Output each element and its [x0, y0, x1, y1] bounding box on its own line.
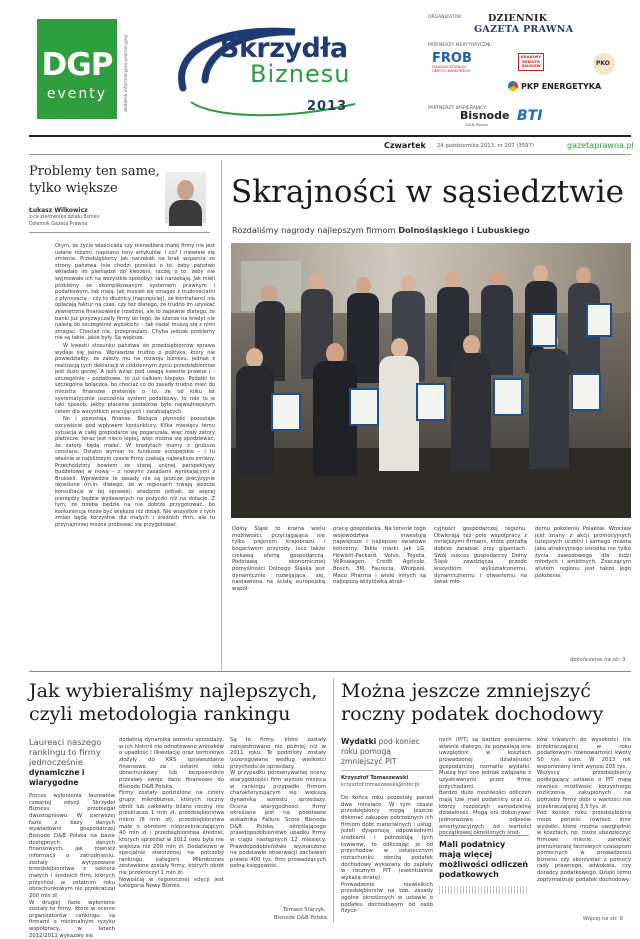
tax-lead-bold: Wydatki: [341, 737, 377, 746]
tax-column: ków trwałych do wysokości nie przekraczającej w roku podatkowym równowartości kwoty 50 tys. euro. W 2013 rok wspomniany limit wynosi 205 tys. Wszyscy przedsiębiorcy podlegający ustawie o PIT mają również możliwość korzystnego rozliczenia zakupionych na potrzeby firmy dóbr o wartości nie przekraczającej 3,5 tys. zł. Pod koniec roku przedsiębiorca może ponieść również inne wydatki, które można uwzględnić w kosztach, np. może ubezpieczyć firmowe mienie, zamówić prenumeratę fachowych czasopism pomocnych w prowadzeniu biznesu czy skorzystać z pomocy rady prawnego, adwokata, czy doradcy podatkowego. Dzięki temu zoptymalizuje podatek dochodowy.: [537, 737, 631, 883]
bisnode-logo-sub: D&B Polska: [466, 122, 488, 127]
event-title-line2: Biznesu: [250, 60, 351, 88]
tax-byline-rule: [341, 770, 433, 771]
lead-photo: [231, 243, 631, 518]
tax-headline-line2: roczny podatek dochodowy: [341, 703, 604, 725]
dateline-date: 24 października 2013, nr 207 (3597): [437, 143, 534, 149]
tax-sidebox-title: Mali podatnicy mają więcej możliwości odliczeń podatkowych: [439, 840, 529, 879]
dgp-vertical-note: dodatek informacyjno-promocyjny: [124, 34, 129, 112]
lead-column: pracę gospodarka. Na terenie tego województwa inwestują największe i najlepsze światowe koncerny. Takie marki jak LG, Hewlett-Packard, Volvo, Toyota, Volkswagen, Credit Agricole, Bosch, 3M, Faurecia, Whirpool, Maco Pharma i wiele innych są najlepszą wizytówką atrak-: [333, 526, 426, 586]
organizer-logo-line2: GAZETA PRAWNA: [474, 24, 574, 35]
sidebar-title: Problemy ten same, tylko większe: [29, 164, 160, 196]
lead-subhead: [232, 225, 632, 235]
event-year: 2013: [307, 99, 348, 114]
tax-column: Do końca roku pozostały ponad dwa miesiące. W tym czasie przedsiębiorcy mogą jeszcze dokonać zakupów potrzebnych ich firmom dóbr materialnych i usług. Jeżeli dysponują odpowiednimi środkami i potrzebują tych towarów, to odliczając je od przychodów w ostatecznym rozrachunku obniżą podatek dochodowy wykazany do zapłaty w rocznym PIT (ewentualnie wykażą stratę). Prowadzenie niewielkich przedsiębiorstw na tzw. zasady ogólne określonych w ustawie o podatku dochodowym od osób fizycz-: [341, 795, 433, 915]
lead-subhead-region: Dolnośląskiego i Lubuskiego: [398, 225, 530, 235]
masthead-rule: [29, 135, 631, 137]
method-column: Proces wyłonienia laureatów czwartej edycji Skrzydeł Biznesu przebiegał dwustopniowo. W pierwszej fazie z bazy danych wywiadowni gospodarczej Bisnode D&B Polska na bazie dostępnych danych finansowych, jak również informacji o zatrudnieniu, zostały wytypowane przedsiębiorstwa z sektora małych i średnich firm, których przychód w ostatnim roku obrachunkowym nie przekraczał 200 mln zł. W drugiej fazie wyłonione zostały te firmy, które w ocenie organizatorów rankingu są firmami o minimalnym ryzyku współpracy, w latach 2012/2011 wykazały się: [29, 793, 115, 939]
merit-partners-label: PARTNERZY MERYTORYCZNI:: [428, 43, 493, 48]
tax-column: nych (PIT) są bardzo popularne właśnie dlatego, że pozwalają one uwzględnić w kosztach prowadzonej działalności gospodarczej rozmaite wydatki. Muszą być one jednak związane z uzyskiwanymi przez firmę przychodami. Bardzo duże możliwości odliczeń mają tzw. mali podatnicy oraz ci, którzy rozpoczęli samodzielną działalność. Mogą oni dokonywać jednorazowo odpisów amortyzacyjnych od wartości początkowej określonych środ-: [439, 737, 531, 837]
pge-logo-mark: [508, 81, 518, 91]
lead-continued: dokończenie na str. 3: [570, 657, 626, 663]
dgp-logo: [37, 19, 117, 119]
tax-author-email[interactable]: krzysztof.tomaszewski@infor.pl: [341, 782, 420, 788]
dateline-rule: [29, 154, 631, 155]
dateline-day: Czwartek: [384, 141, 426, 150]
support-partners-label: PARTNERZY WSPIERAJĄCY:: [428, 106, 487, 111]
lead-subhead-text: Rozdaliśmy nagrody najlepszym firmom: [232, 225, 399, 235]
method-sign-name: Tomasz Starzyk,: [283, 907, 326, 913]
method-sign-org: Bisnode D&B Polska: [274, 915, 327, 921]
lead-column: demu pokoleniu Polaków. Wrocław jest znany z akcji promocyjnych tutejszych uczelni i samego miasta jako atrakcyjnego ośrodka nie tylko życia zawodowego dla ludzi młodych i ambitnych. Znaczącym atutem regionu jest także jego położenie.: [535, 526, 631, 579]
sidebar-divider: [221, 160, 222, 672]
author-role: z-ca kierownika działu Biznes: [29, 215, 100, 220]
sidebar-rule: [29, 232, 210, 233]
sidebar-paragraph: Otym, że życie właściciela czy menedżera małej firmy nie jest usłane różami, napisano tony artykułów. I co? I niewiele się zmienia. Przedsiębiorcy jak narzekali na brak wsparcia ze strony państwa (nie chodzi przecież o to, żeby państwo wkładało im pieniądze do kieszeni, raczej o to, żeby nie wyjmowało ich na wszystkie sposoby), tak narzekają. Jak mieli problemy ze skomplikowanym systemem prawnym i podatkowym, tak mają. Jak musieli się zmagać z trudnościami z płynnością – czy to dłużnicy (najczęściej), ze kontrahenci nie opłacają faktur na czas, czy też dlatego, że trudno im uzyskać zewnętrzne finansowanie (rzadziej, ale to zapewne dlatego, że banki już przyzwyczaiły firmy do tego, że szanse na kredyt nie należą do szczególnie wysokich) – tak nadal muszą się z nimi zmagać. Chociaż nie, przepraszam. Chyba jednak problemy nie są takie, jakie były. Są większe.: [55, 243, 215, 342]
tax-sidebox: [439, 835, 529, 923]
organizer-logo-line1: DZIENNIK: [488, 13, 548, 24]
method-headline-line2: czyli metodologia rankingu: [29, 703, 291, 725]
lower-section-rule: [29, 671, 631, 672]
tax-continued: Więcej na str. 6: [583, 916, 624, 922]
author-org: Dziennik Gazeta Prawna: [29, 222, 88, 227]
bottom-divider: [333, 678, 334, 923]
lead-headline: Skrajności w sąsiedztwie: [231, 174, 624, 210]
frob-logo: FROB: [432, 51, 472, 66]
lead-column: Dolny Śląsk to kraina wielu możliwości, przyciągająca nie tylko pięknem krajobrazu i bogactwem przyrody, lecz także ciekawą ofertą gospodarczą. Podstawą ekonomicznej pomyślności Dolnego Śląska jest dynamicznie rozwijająca się, nastawiona na ścisłą europejską współ-: [232, 526, 325, 592]
bisnode-logo: Bisnode: [460, 109, 510, 122]
dateline-site-link[interactable]: gazetaprawna.pl: [567, 141, 634, 150]
lead-column: cyjności gospodarczej regionu. Otwierają też pole współpracy z mniejszymi firmami, które potrafią dobrze zarabiać przy gigantach. Swój sukces gospodarczy Dolny Śląsk zawdzięcza przede wszystkim wykształconemu, dynamicznemu i otwartemu na świat mło-: [434, 526, 527, 586]
drop-cap: [45, 240, 55, 260]
author-name: Łukasz Wilkowicz: [29, 207, 88, 214]
tax-lead-rest: pod koniec roku pomogą zmniejszyć PIT: [341, 737, 420, 766]
method-column: dodatnią dynamiką wzrostu sprzedaży, w ich historii nie odnotowano wniosków o upadłość i likwidację oraz terminowo złożyły do KRS sprawozdanie finansowe za ostatni roku obrachunkowy lub bezpośrednio przesłały swoje dane finansowe do Bisnode D&B Polska. Firmy zostały podzielone na cztery grupy: mikrobiznes, których roczny obrót lub całkowity bilans roczny nie przekracza 1 mln zł, przedsiębiorstwa mikro (8 mln zł), przedsiębiorstwa małe o obrotem nieprzekraczającym 40 mln zł i przedsiębiorstwa średnie, których sprzedaż w 2012 roku była nie większa niż 200 mln zł. Dodatkowo w specjalnie stworzonej na potrzeby rankingu kategorii Mikrobiznes zestawione zostały firmy, których obrót nie przekroczył 1 mln zł. Nowością w tegorocznej edycji jest kategoria Nowy Biznes.: [119, 737, 224, 890]
method-lead-bold: dynamiczne i wiarygodne: [29, 768, 85, 787]
organizer-label: ORGANIZATOR:: [428, 15, 463, 20]
sidebar-paragraph: No i pozostają finanse. Bieżąca płynność pozostaje ozcywiście pod wpływem koniunktury. Kilka miesięcy temu sytuacja w całej gospodarce się pogarszała, więc rosły zatory płatnicze, teraz jest nieco lepiej, więc można się spodziewać, że zatory będą maleć. W kredytach mamy z grubsza constans. Ostatni wymiar to fundusze europejskie – i tu właśnie w najbliższym czasie firmy czekają największe zmiany. Przechodzimy bowiem ze starej unijnej perspektywy budżetowej w nową – z nowymi zasadami wynikającymi z Brukseli. Wprawdzie te zasady nie są jeszcze precyzyjnie określone (m.in. dlatego, że w regionach trwają jeszcze konsultacje w tej sprawie), wiadomo jednak, że więcej pieniędzy będzie wydawanych na pożyczki niż na dotacje. Z tym, że trzeba będzie na nie dobrze przygotować, bo konkurencja może być większa niż dotąd. Nie wszystkie z tych zmian będą korzystne dla małych i średnich firm, ale tu przynajmniej można próbować się przygotować.: [55, 416, 215, 528]
krd-logo: KRAJOWY REJESTR DŁUGÓW: [518, 53, 544, 71]
tax-author: Krzysztof Tomaszewski: [341, 775, 409, 781]
tax-headline-line1: Można jeszcze zmniejszyć: [341, 680, 591, 702]
bti-logo: BTI: [517, 108, 543, 124]
author-portrait: [165, 172, 206, 223]
method-headline-line1: Jak wybieraliśmy najlepszych,: [29, 680, 318, 702]
tax-lead: [341, 737, 433, 767]
method-column: Są to firmy, które zostały zarejestrowane nie później niż w 2011 roku. Te podmioty zostały uszeregowane według wielkości przychodu ze sprzedaży. W przypadku porównywalnej oceny wiarygodności firm wyższe miejsca w rankingu przypadło firmom charakteryzującym się większą dynamiką wzrostu sprzedaży. Ocena wiarygodności firmy określana jest na podstawie wskaźnika Failure Score Bisnode D&B Polska, określającego prawdopodobieństwo upadku firmy w ciągu następnych 12 miesięcy. Prawdopodobieństwo wyznaczono na podstawie obserwacji zachowań prawie 400 tys. firm prowadzących pełną księgowość.: [230, 737, 326, 870]
dgp-logo-sub: eventy: [46, 86, 108, 102]
frob-logo-sub: FUNDUSZ ROZWOJU OBROTU BANKOWEGO: [432, 65, 471, 73]
tax-sidebox-barcode: [439, 886, 529, 894]
method-lead-light: Laureaci naszego rankingu to firmy jednocześnie: [29, 737, 102, 767]
event-title-line1: Skrzydła: [220, 33, 348, 64]
pko-logo: PKO: [596, 60, 610, 67]
sidebar-body: [55, 243, 215, 673]
sidebar-paragraph: W kwestii stosunku państwa do przedsiębiorców sprawa wydaje się jasna. Wprawdzie trudno o polityka, który nie powiedziałby, że zależy mu na rozwoju biznesu, jednak z realizacją tych deklaracji w codziennym życiu przedsiębiorców jest dużo gorzej. A jeśli wziąć pod uwagę kwestie prawne i – szczególnie – podatkowe, to już całkiem kiepsko. Podatki to szczególna bolączka, bo chociaż co do zasady trudno mieć do ministra finansów pretensje o to, że od kilku lat systematycznie uszczelnia system podatkowy, to robi to w taki sposób, jakby płacenie podatków było najważniejszym celem dla wszystkich pracujących i zarabiających.: [55, 342, 215, 415]
pkp-energetyka-logo: PKP ENERGETYKA: [521, 82, 602, 91]
dgp-logo-text: DGP: [41, 47, 113, 83]
